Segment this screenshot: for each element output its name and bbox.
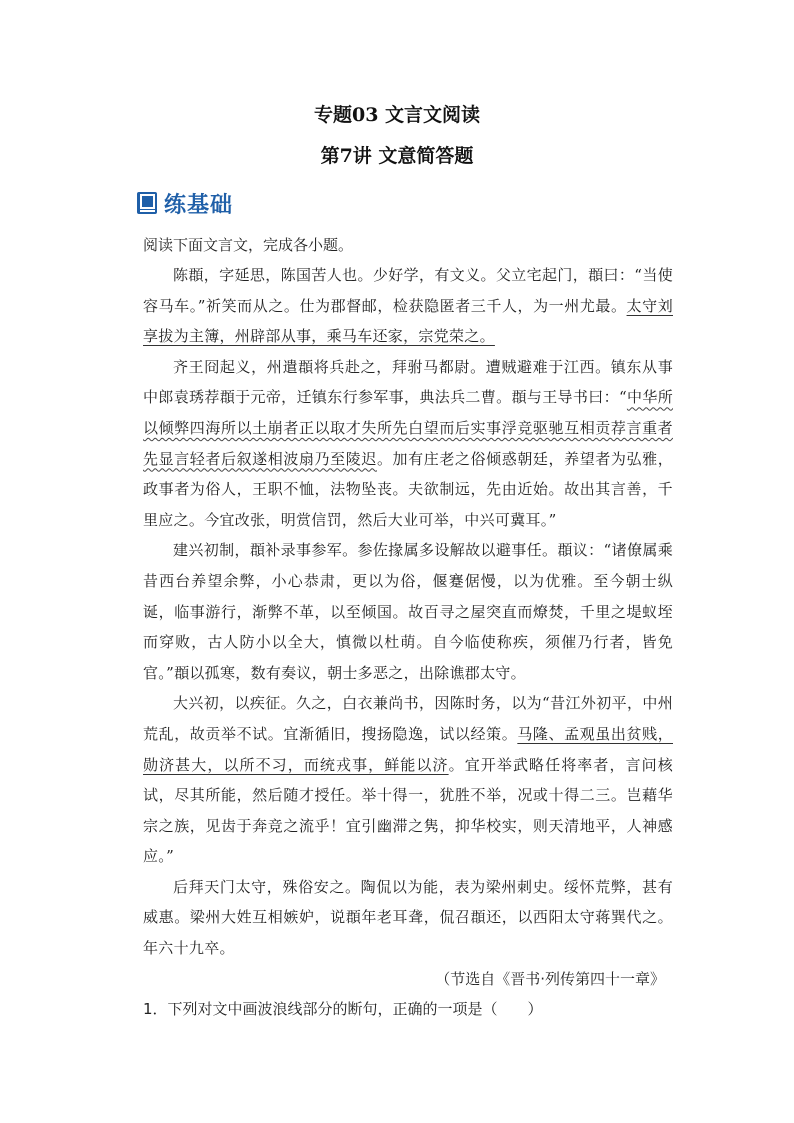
passage-text: 。加有庄老之俗倾惑朝廷，养望者为弘雅，政事者为俗人，王职不恤，法物坠丧。夫欲制远，先由近始。故出其言善，千里应之。今宜改张，明赏信罚，然后大业可举，中兴可冀耳。”: [143, 449, 673, 529]
question-1: 1．下列对文中画波浪线部分的断句，正确的一项是（ ）: [143, 999, 543, 1018]
section-header: [136, 186, 233, 220]
underlined-sentence: 太守刘享拔为主簿，州辟部从事，乘马车还家，宗党荣之。: [143, 296, 673, 346]
passage-paragraph-5: 后拜天门太守，殊俗安之。陶侃以为能，表为梁州刺史。绥怀荒弊，甚有威惠。梁州大姓互相嫉妒，说頵年老耳聋，侃召頵还，以西阳太守蒋巽代之。年六十九卒。: [143, 877, 673, 958]
passage-text: 大兴初，以疾征。久之，白衣兼尚书，因陈时务，以为“昔江外初平，中州荒乱，故贡举不试。宜渐循旧，搜扬隐逸，试以经策。: [143, 694, 673, 743]
passage-text: 齐王冏起义，州遣頵将兵赴之，拜驸马都尉。遭贼避难于江西。镇东从事中郎袁琇荐頵于元帝，迁镇东行参军事，典法兵二曹。頵与王导书曰：“: [143, 357, 673, 407]
underlined-sentence: 马隆、孟观虽出贫贱，勋济甚大，以所不习，而统戎事，鲜能以济: [143, 724, 673, 774]
passage-paragraph-3: 建兴初制，頵补录事参军。参佐掾属多设解故以避事任。頵议：“诸僚属乘昔西台养望余弊，小心恭肃，更以为俗，偃蹇倨慢，以为优雅。至今朝士纵诞，临事游行，渐弊不革，以至倾国。故百寻之屋突直而燎焚，千里之堤蚁垤而穿败，古人防小以全大，慎微以杜萌。自今临使称疾，须催乃行者，皆免官。”頵以孤寒，数有奏议，朝士多恶之，出除谯郡太守。: [143, 541, 673, 682]
instruction-text: 阅读下面文言文，完成各小题。: [143, 236, 354, 254]
source-citation: （节选自《晋书·列传第四十一章》: [435, 969, 665, 988]
document-title: 专题03 文言文阅读: [313, 104, 481, 126]
book-icon: [136, 191, 158, 215]
passage-paragraph-1: [143, 260, 673, 352]
passage-paragraph-2: [143, 352, 673, 536]
passage-paragraph-4: [143, 688, 673, 872]
passage-text: 陈頵，字延思，陈国苦人也。少好学，有文义。父立宅起门，頵曰：“当使容马车。”祈笑而从之。仕为郡督邮，检获隐匿者三千人，为一州尤最。: [143, 266, 673, 315]
passage-text: 。宜开举武略任将率者，言问核试，尽其所能，然后随才授任。举十得一，犹胜不举，况或十得二三。岂藉华宗之族，见齿于奔竞之流乎！宜引幽滞之隽，抑华校实，则天清地平，人神感应。”: [143, 755, 674, 866]
wavy-underlined-text: 中华所以倾弊四海所以土崩者正以取才失所先白望而后实事浮竞驱驰互相贡荐言重者先显言轻者后叙遂相波扇乃至陵迟: [143, 388, 673, 468]
document-subtitle: 第7讲 文意简答题: [320, 145, 474, 167]
section-label: 练基础: [164, 192, 234, 218]
document-body: [143, 230, 673, 1024]
